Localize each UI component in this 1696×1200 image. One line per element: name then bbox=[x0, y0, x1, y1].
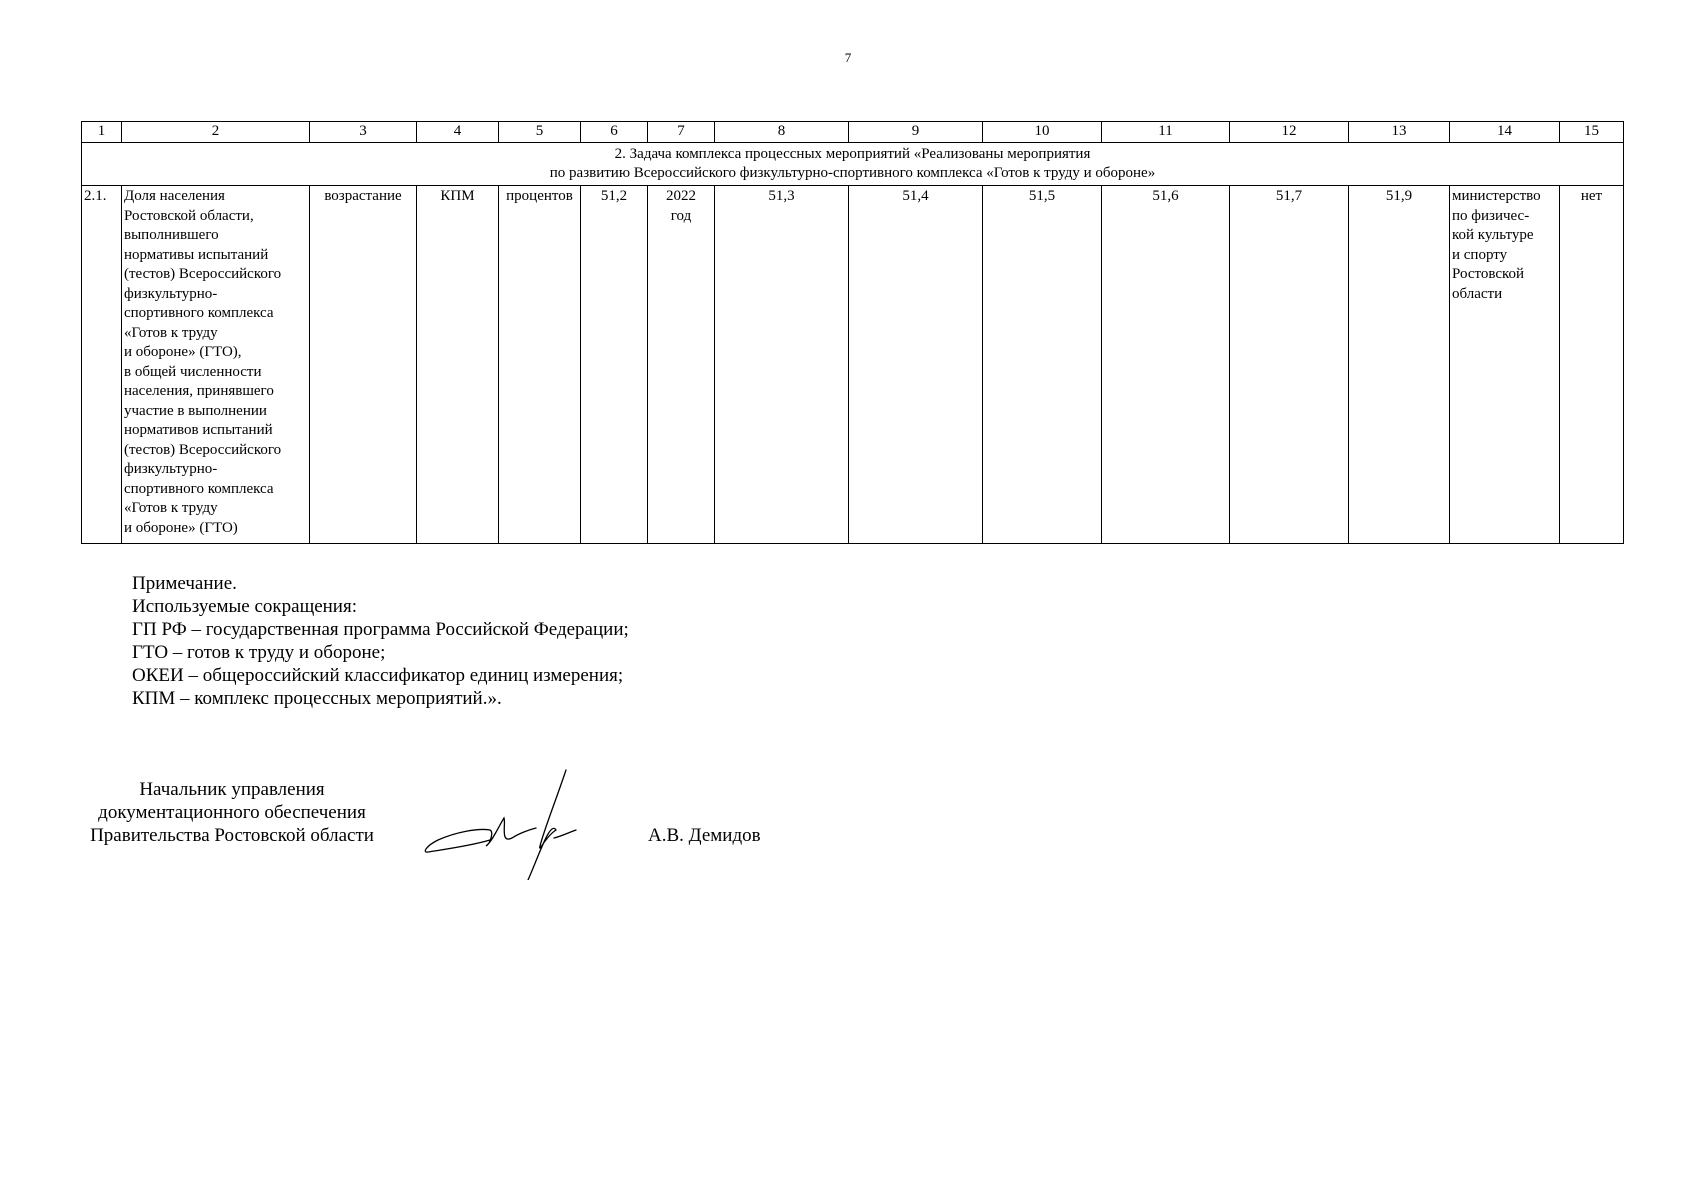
notes-intro: Используемые сокращения: bbox=[132, 596, 357, 617]
page-number: 7 bbox=[844, 50, 852, 65]
notes-title: Примечание. bbox=[132, 573, 237, 594]
base-value-cell: 51,2 bbox=[581, 186, 648, 544]
column-number: 1 bbox=[82, 122, 122, 143]
column-number: 11 bbox=[1102, 122, 1230, 143]
abbreviation-item: ГТО – готов к труду и обороне; bbox=[132, 642, 386, 663]
column-number: 13 bbox=[1349, 122, 1450, 143]
level-cell: КПМ bbox=[417, 186, 499, 544]
column-number: 9 bbox=[849, 122, 983, 143]
notes-block bbox=[132, 572, 629, 710]
signer-name: А.В. Демидов bbox=[648, 825, 761, 846]
column-number: 10 bbox=[983, 122, 1102, 143]
signer-position-line: Начальник управления bbox=[139, 779, 325, 800]
column-number: 5 bbox=[499, 122, 581, 143]
gp-link-cell: нет bbox=[1560, 186, 1624, 544]
value-cell: 51,5 bbox=[983, 186, 1102, 544]
value-cell: 51,7 bbox=[1230, 186, 1349, 544]
column-number: 12 bbox=[1230, 122, 1349, 143]
column-number: 7 bbox=[648, 122, 715, 143]
indicator-name-cell: Доля населения Ростовской области, выполнившего нормативы испытаний (тестов) Всероссийского физкультурно- спортивного комплекса «Готов к труду и обороне» (ГТО), в общей численности населения, принявшего участие в выполнении нормативов испытаний (тестов) Всероссийского физкультурно- спортивного комплекса «Готов к труду и обороне» (ГТО) bbox=[122, 186, 310, 544]
unit-cell: процентов bbox=[499, 186, 581, 544]
signer-position-line: Правительства Ростовской области bbox=[90, 825, 374, 846]
task-heading-row bbox=[82, 143, 1624, 186]
responsible-cell: министерство по физичес- кой культуре и спорту Ростовской области bbox=[1450, 186, 1560, 544]
abbreviation-item: ГП РФ – государственная программа Российской Федерации; bbox=[132, 619, 629, 640]
signer-position-line: документационного обеспечения bbox=[98, 802, 366, 823]
column-number: 14 bbox=[1450, 122, 1560, 143]
base-year-cell: 2022 год bbox=[648, 186, 715, 544]
abbreviation-item: ОКЕИ – общероссийский классификатор единиц измерения; bbox=[132, 665, 624, 686]
value-cell: 51,3 bbox=[715, 186, 849, 544]
trend-cell: возрастание bbox=[310, 186, 417, 544]
column-number: 15 bbox=[1560, 122, 1624, 143]
column-number: 2 bbox=[122, 122, 310, 143]
column-number: 6 bbox=[581, 122, 648, 143]
column-number: 3 bbox=[310, 122, 417, 143]
table-row bbox=[82, 186, 1624, 544]
signer-position bbox=[82, 778, 382, 847]
column-number: 8 bbox=[715, 122, 849, 143]
value-cell: 51,6 bbox=[1102, 186, 1230, 544]
value-cell: 51,4 bbox=[849, 186, 983, 544]
column-number: 4 bbox=[417, 122, 499, 143]
handwritten-signature bbox=[420, 760, 630, 880]
abbreviation-item: КПМ – комплекс процессных мероприятий.». bbox=[132, 688, 502, 709]
value-cell: 51,9 bbox=[1349, 186, 1450, 544]
indicators-table bbox=[81, 121, 1624, 544]
column-number-row bbox=[82, 122, 1624, 143]
row-number-cell: 2.1. bbox=[82, 186, 122, 544]
task-heading: 2. Задача комплекса процессных мероприятий «Реализованы мероприятия по развитию Всероссийского физкультурно-спортивного комплекса «Готов к труду и обороне» bbox=[82, 143, 1624, 186]
